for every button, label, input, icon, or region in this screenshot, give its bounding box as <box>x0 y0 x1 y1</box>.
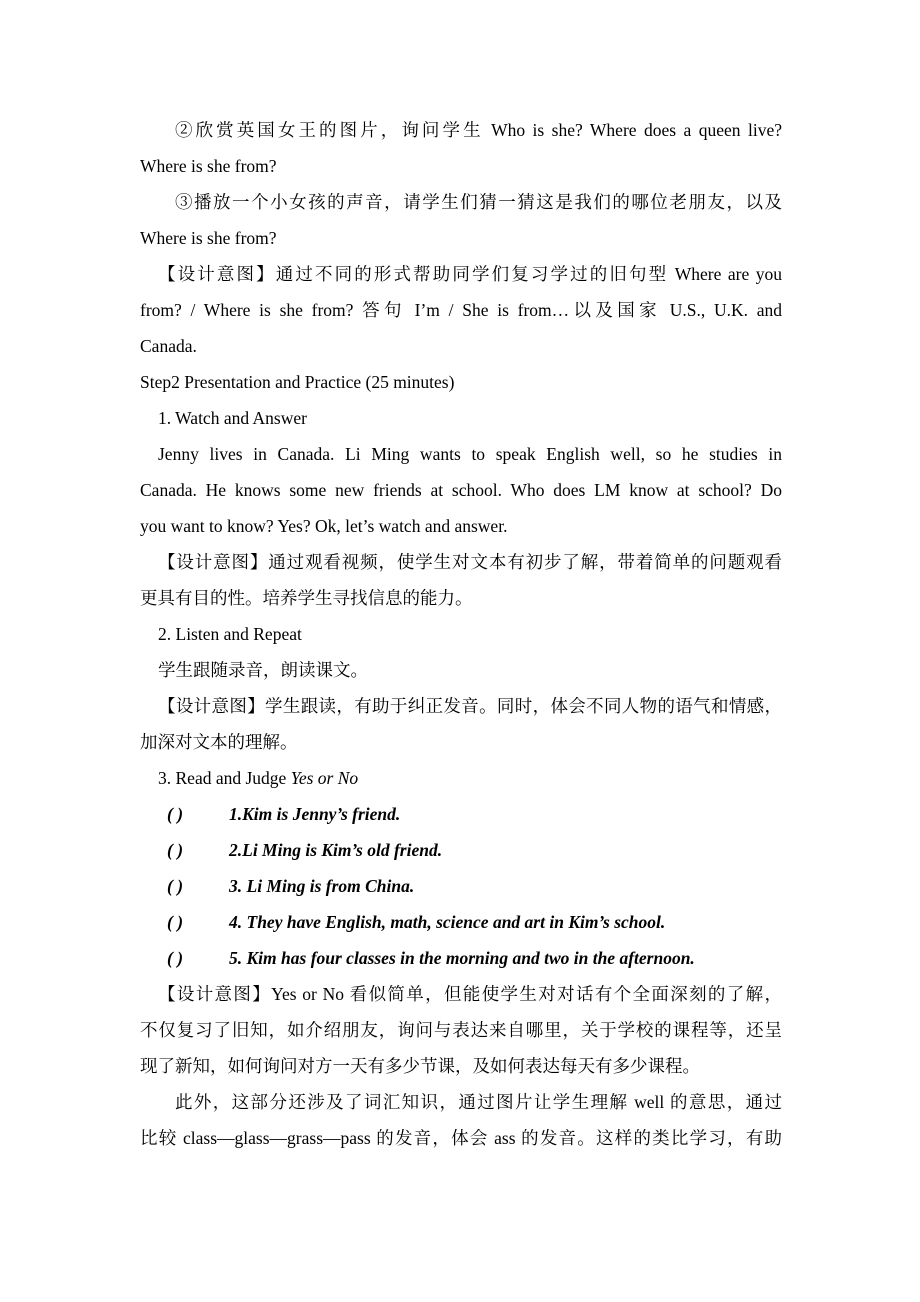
judge-statement-5: 5. Kim has four classes in the morning and two in the afternoon. <box>229 948 695 968</box>
extra-line1: 此外，这部分还涉及了词汇知识，通过图片让学生理解 well 的意思，通过 <box>175 1092 782 1112</box>
watch-intent-line1: 【设计意图】通过观看视频，使学生对文本有初步了解，带着简单的问题观看 <box>158 552 782 572</box>
warmup-item2-line2: Where is she from? <box>140 156 277 176</box>
warmup-item2-line1: ②欣赏英国女王的图片，询问学生 Who is she? Where does a queen live? <box>175 120 782 140</box>
judge-statement-2: 2.Li Ming is Kim’s old friend. <box>229 840 443 860</box>
watch-text-line3: you want to know? Yes? Ok, let’s watch and answer. <box>140 516 508 536</box>
judge-statement-1: 1.Kim is Jenny’s friend. <box>229 804 401 824</box>
judge-item-2 <box>167 832 442 868</box>
judge-intent-line2: 不仅复习了旧知，如介绍朋友，询问与表达来自哪里，关于学校的课程等，还呈 <box>140 1020 782 1040</box>
warmup-intent-line1: 【设计意图】通过不同的形式帮助同学们复习学过的旧句型 Where are you <box>158 264 782 284</box>
watch-text-line2: Canada. He knows some new friends at school. Who does LM know at school? Do <box>140 480 782 500</box>
judge-answer-blank-5: ( ) <box>167 948 184 968</box>
warmup-item3-line1: ③播放一个小女孩的声音，请学生们猜一猜这是我们的哪位老朋友，以及 <box>175 192 782 212</box>
step2-heading: Step2 Presentation and Practice (25 minutes) <box>140 372 455 392</box>
warmup-item3-line2: Where is she from? <box>140 228 277 248</box>
watch-text-line1: Jenny lives in Canada. Li Ming wants to speak English well, so he studies in <box>158 444 782 464</box>
judge-answer-blank-1: ( ) <box>167 804 184 824</box>
listen-text: 学生跟随录音，朗读课文。 <box>158 660 368 680</box>
judge-intent-line1: 【设计意图】Yes or No 看似简单，但能使学生对对话有个全面深刻的了解， <box>158 984 782 1004</box>
listen-intent-line1: 【设计意图】学生跟读，有助于纠正发音。同时，体会不同人物的语气和情感， <box>158 696 782 716</box>
judge-answer-blank-4: ( ) <box>167 912 184 932</box>
listen-intent-line2: 加深对文本的理解。 <box>140 732 298 752</box>
warmup-intent-line3: Canada. <box>140 336 197 356</box>
watch-title: 1. Watch and Answer <box>158 408 307 428</box>
judge-item-3 <box>167 868 414 904</box>
judge-statement-3: 3. Li Ming is from China. <box>229 876 415 896</box>
judge-answer-blank-3: ( ) <box>167 876 184 896</box>
judge-statement-4: 4. They have English, math, science and art in Kim’s school. <box>229 912 666 932</box>
judge-title <box>158 760 358 796</box>
judge-title-text: 3. Read and Judge <box>158 768 291 788</box>
judge-answer-blank-2: ( ) <box>167 840 184 860</box>
judge-item-4 <box>167 904 665 940</box>
watch-intent-line2: 更具有目的性。培养学生寻找信息的能力。 <box>140 588 473 608</box>
extra-line2: 比较 class—glass—grass—pass 的发音，体会 ass 的发音。这样的类比学习，有助 <box>140 1128 782 1148</box>
listen-title: 2. Listen and Repeat <box>158 624 302 644</box>
judge-item-1 <box>167 796 400 832</box>
judge-intent-line3: 现了新知，如何询问对方一天有多少节课，及如何表达每天有多少课程。 <box>140 1056 700 1076</box>
judge-title-italic: Yes or No <box>290 768 359 788</box>
warmup-intent-line2: from? / Where is she from? 答句 I’m / She is from…以及国家 U.S., U.K. and <box>140 300 782 320</box>
judge-item-5 <box>167 940 695 976</box>
